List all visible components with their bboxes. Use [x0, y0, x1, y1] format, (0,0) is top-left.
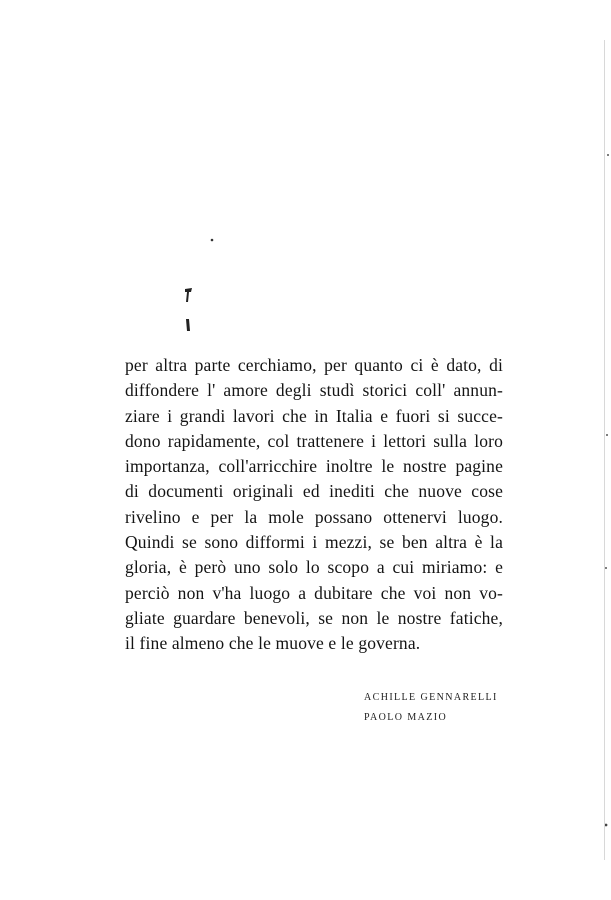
page-edge — [604, 40, 605, 860]
text-line: gloria, è però uno solo lo scopo a cui miriamo: e — [125, 557, 503, 578]
stray-type-mark — [185, 288, 192, 302]
signature-block — [364, 688, 498, 728]
signature-first: ACHILLE GENNARELLI — [364, 692, 498, 703]
text-line: il fine almeno che le muove e le governa. — [125, 633, 421, 654]
speck-mark — [605, 567, 607, 569]
text-line: dono rapidamente, col trattenere i lettori sulla loro — [125, 430, 503, 451]
body-paragraph — [125, 353, 503, 657]
text-line: gliate guardare benevoli, se non le nostre fatiche, — [125, 607, 503, 628]
text-line: importanza, coll'arricchire inoltre le nostre pagine — [125, 456, 503, 477]
speck-mark — [606, 434, 608, 436]
text-line: perciò non v'ha luogo a dubitare che voi non vo- — [125, 582, 503, 603]
text-line: di documenti originali ed inediti che nuove cose — [125, 481, 503, 502]
signature-second: PAOLO MAZIO — [364, 712, 448, 723]
speck-mark — [605, 824, 608, 827]
text-line: ziare i grandi lavori che in Italia e fuori si succe- — [125, 405, 503, 426]
speck-mark — [211, 239, 214, 242]
text-line: per altra parte cerchiamo, per quanto ci è dato, di — [125, 355, 503, 375]
text-line: diffondere l' amore degli studì storici coll' annun- — [125, 380, 503, 401]
stray-type-mark — [186, 319, 190, 331]
text-line: rivelino e per la mole possano ottenervi luogo. — [125, 506, 503, 527]
text-line: Quindi se sono difformi i mezzi, se ben altra è la — [125, 532, 503, 553]
speck-mark — [607, 154, 609, 156]
